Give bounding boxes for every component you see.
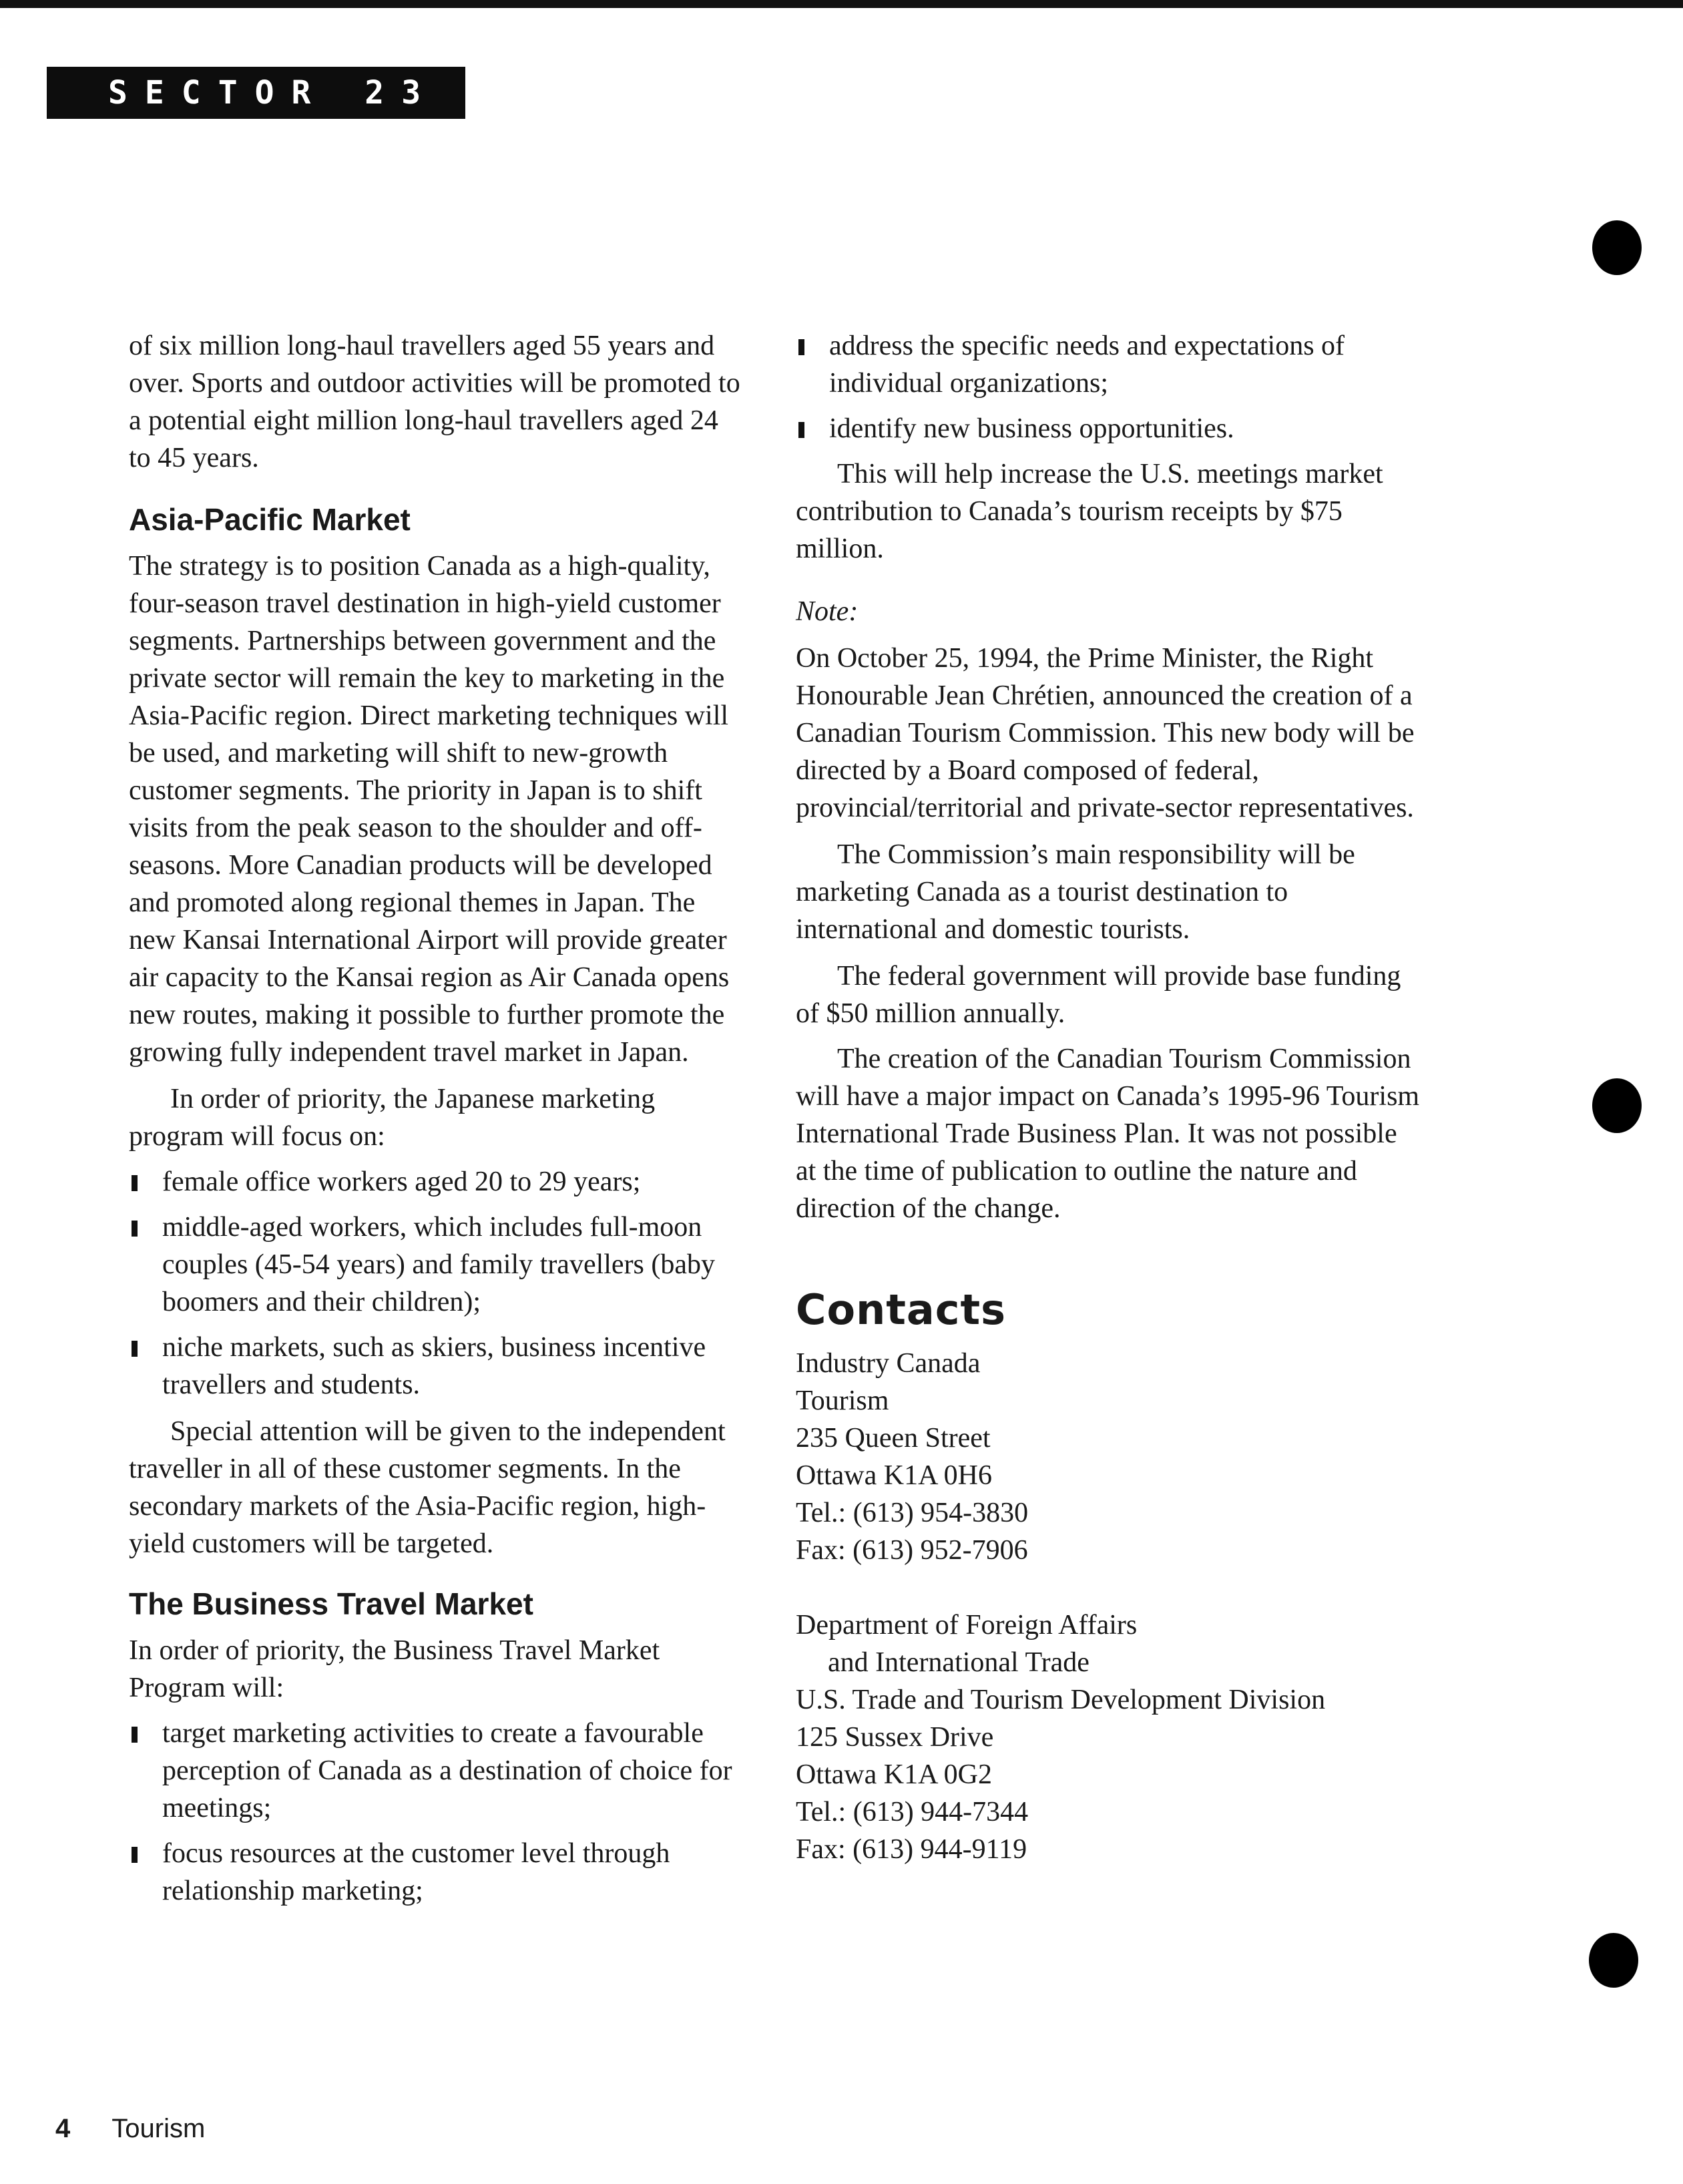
contact-line: U.S. Trade and Tourism Development Division	[796, 1685, 1326, 1715]
contact-line: and International Trade	[828, 1647, 1090, 1678]
page-number: 4	[55, 2114, 71, 2143]
left-column	[129, 327, 743, 1910]
binder-hole-top	[1592, 220, 1642, 275]
list-item: identify new business opportunities.	[796, 410, 1423, 447]
japan-priority-list	[129, 1163, 743, 1403]
page-footer	[55, 2111, 205, 2146]
intro-paragraph: of six million long-haul travellers aged 55 years and over. Sports and outdoor activities will be promoted to a potential eight million long-haul travellers aged 24 to 45 years.	[129, 331, 740, 473]
contact-phone: Tel.: (613) 944-7344	[796, 1797, 1029, 1827]
contact-foreign-affairs	[796, 1606, 1423, 1868]
bullet-mark	[132, 1341, 138, 1357]
list-item: target marketing activities to create a favourable perception of Canada as a destination of choice for meetings;	[129, 1715, 743, 1827]
independent-traveller-paragraph: Special attention will be given to the independent traveller in all of these customer segments. In the secondary markets of the Asia-Pacific region, high-yield customers will be targeted.	[129, 1416, 726, 1559]
list-item: niche markets, such as skiers, business incentive travellers and students.	[129, 1329, 743, 1403]
contact-line: Ottawa K1A 0G2	[796, 1759, 992, 1790]
commission-responsibility-paragraph: The Commission’s main responsibility will be marketing Canada as a tourist destination to international and domestic tourists.	[796, 839, 1355, 945]
binder-hole-middle	[1592, 1078, 1642, 1133]
bullet-mark	[798, 339, 804, 355]
list-item: focus resources at the customer level through relationship marketing;	[129, 1835, 743, 1910]
contact-line: Tourism	[796, 1385, 889, 1416]
footer-section: Tourism	[111, 2114, 206, 2143]
contact-fax: Fax: (613) 952-7906	[796, 1535, 1028, 1566]
contact-line: Department of Foreign Affairs	[796, 1610, 1138, 1641]
sector-label: SECTOR 23	[47, 67, 465, 119]
contact-fax: Fax: (613) 944-9119	[796, 1834, 1027, 1865]
list-item: middle-aged workers, which includes full-moon couples (45-54 years) and family travellers (baby boomers and their children);	[129, 1209, 743, 1321]
list-item: female office workers aged 20 to 29 years;	[129, 1163, 743, 1200]
asia-pacific-heading: Asia-Pacific Market	[129, 502, 411, 537]
business-travel-list-continued	[796, 327, 1423, 447]
right-column	[796, 327, 1423, 1868]
top-rule	[0, 0, 1683, 8]
bullet-mark	[132, 1175, 138, 1191]
us-meetings-paragraph: This will help increase the U.S. meetings market contribution to Canada’s tourism receipts by $75 million.	[796, 459, 1383, 564]
bullet-mark	[132, 1847, 138, 1863]
commission-impact-paragraph: The creation of the Canadian Tourism Commission will have a major impact on Canada’s 1995-96 Tourism International Trade Business Plan. It was not possible at the time of publication to outline the nature and direction of the change.	[796, 1044, 1420, 1224]
contact-phone: Tel.: (613) 954-3830	[796, 1498, 1029, 1528]
funding-paragraph: The federal government will provide base funding of $50 million annually.	[796, 961, 1401, 1029]
business-travel-list	[129, 1715, 743, 1910]
contact-line: 235 Queen Street	[796, 1423, 991, 1454]
binder-hole-bottom	[1589, 1933, 1638, 1988]
japan-priority-paragraph: In order of priority, the Japanese marketing program will focus on:	[129, 1084, 656, 1152]
business-travel-heading: The Business Travel Market	[129, 1586, 533, 1621]
bullet-mark	[798, 422, 804, 438]
bullet-mark	[132, 1221, 138, 1237]
contact-line: Industry Canada	[796, 1348, 981, 1379]
asia-pacific-paragraph: The strategy is to position Canada as a high-quality, four-season travel destination in high-yield customer segments. Partnerships between government and the private sector will remain the key to marketing in the Asia-Pacific region. Direct marketing techniques will be used, and marketing will shift to new-growth customer segments. The priority in Japan is to shift visits from the peak season to the shoulder and off-seasons. More Canadian products will be developed and promoted along regional themes in Japan. The new Kansai International Airport will provide greater air capacity to the Kansai region as Air Canada opens new routes, making it possible to further promote the growing fully independent travel market in Japan.	[129, 551, 730, 1068]
bullet-mark	[132, 1727, 138, 1743]
note-paragraph: On October 25, 1994, the Prime Minister, the Right Honourable Jean Chrétien, announced the creation of a Canadian Tourism Commission. This new body will be directed by a Board composed of federal, provincial/territorial and private-sector representatives.	[796, 643, 1415, 823]
contact-line: 125 Sussex Drive	[796, 1722, 994, 1753]
business-travel-paragraph: In order of priority, the Business Travel Market Program will:	[129, 1635, 660, 1703]
contact-industry-canada	[796, 1345, 1423, 1569]
contact-line: Ottawa K1A 0H6	[796, 1460, 992, 1491]
note-label: Note:	[796, 596, 859, 627]
contacts-heading: Contacts	[796, 1285, 1007, 1334]
list-item: address the specific needs and expectations of individual organizations;	[796, 327, 1423, 402]
